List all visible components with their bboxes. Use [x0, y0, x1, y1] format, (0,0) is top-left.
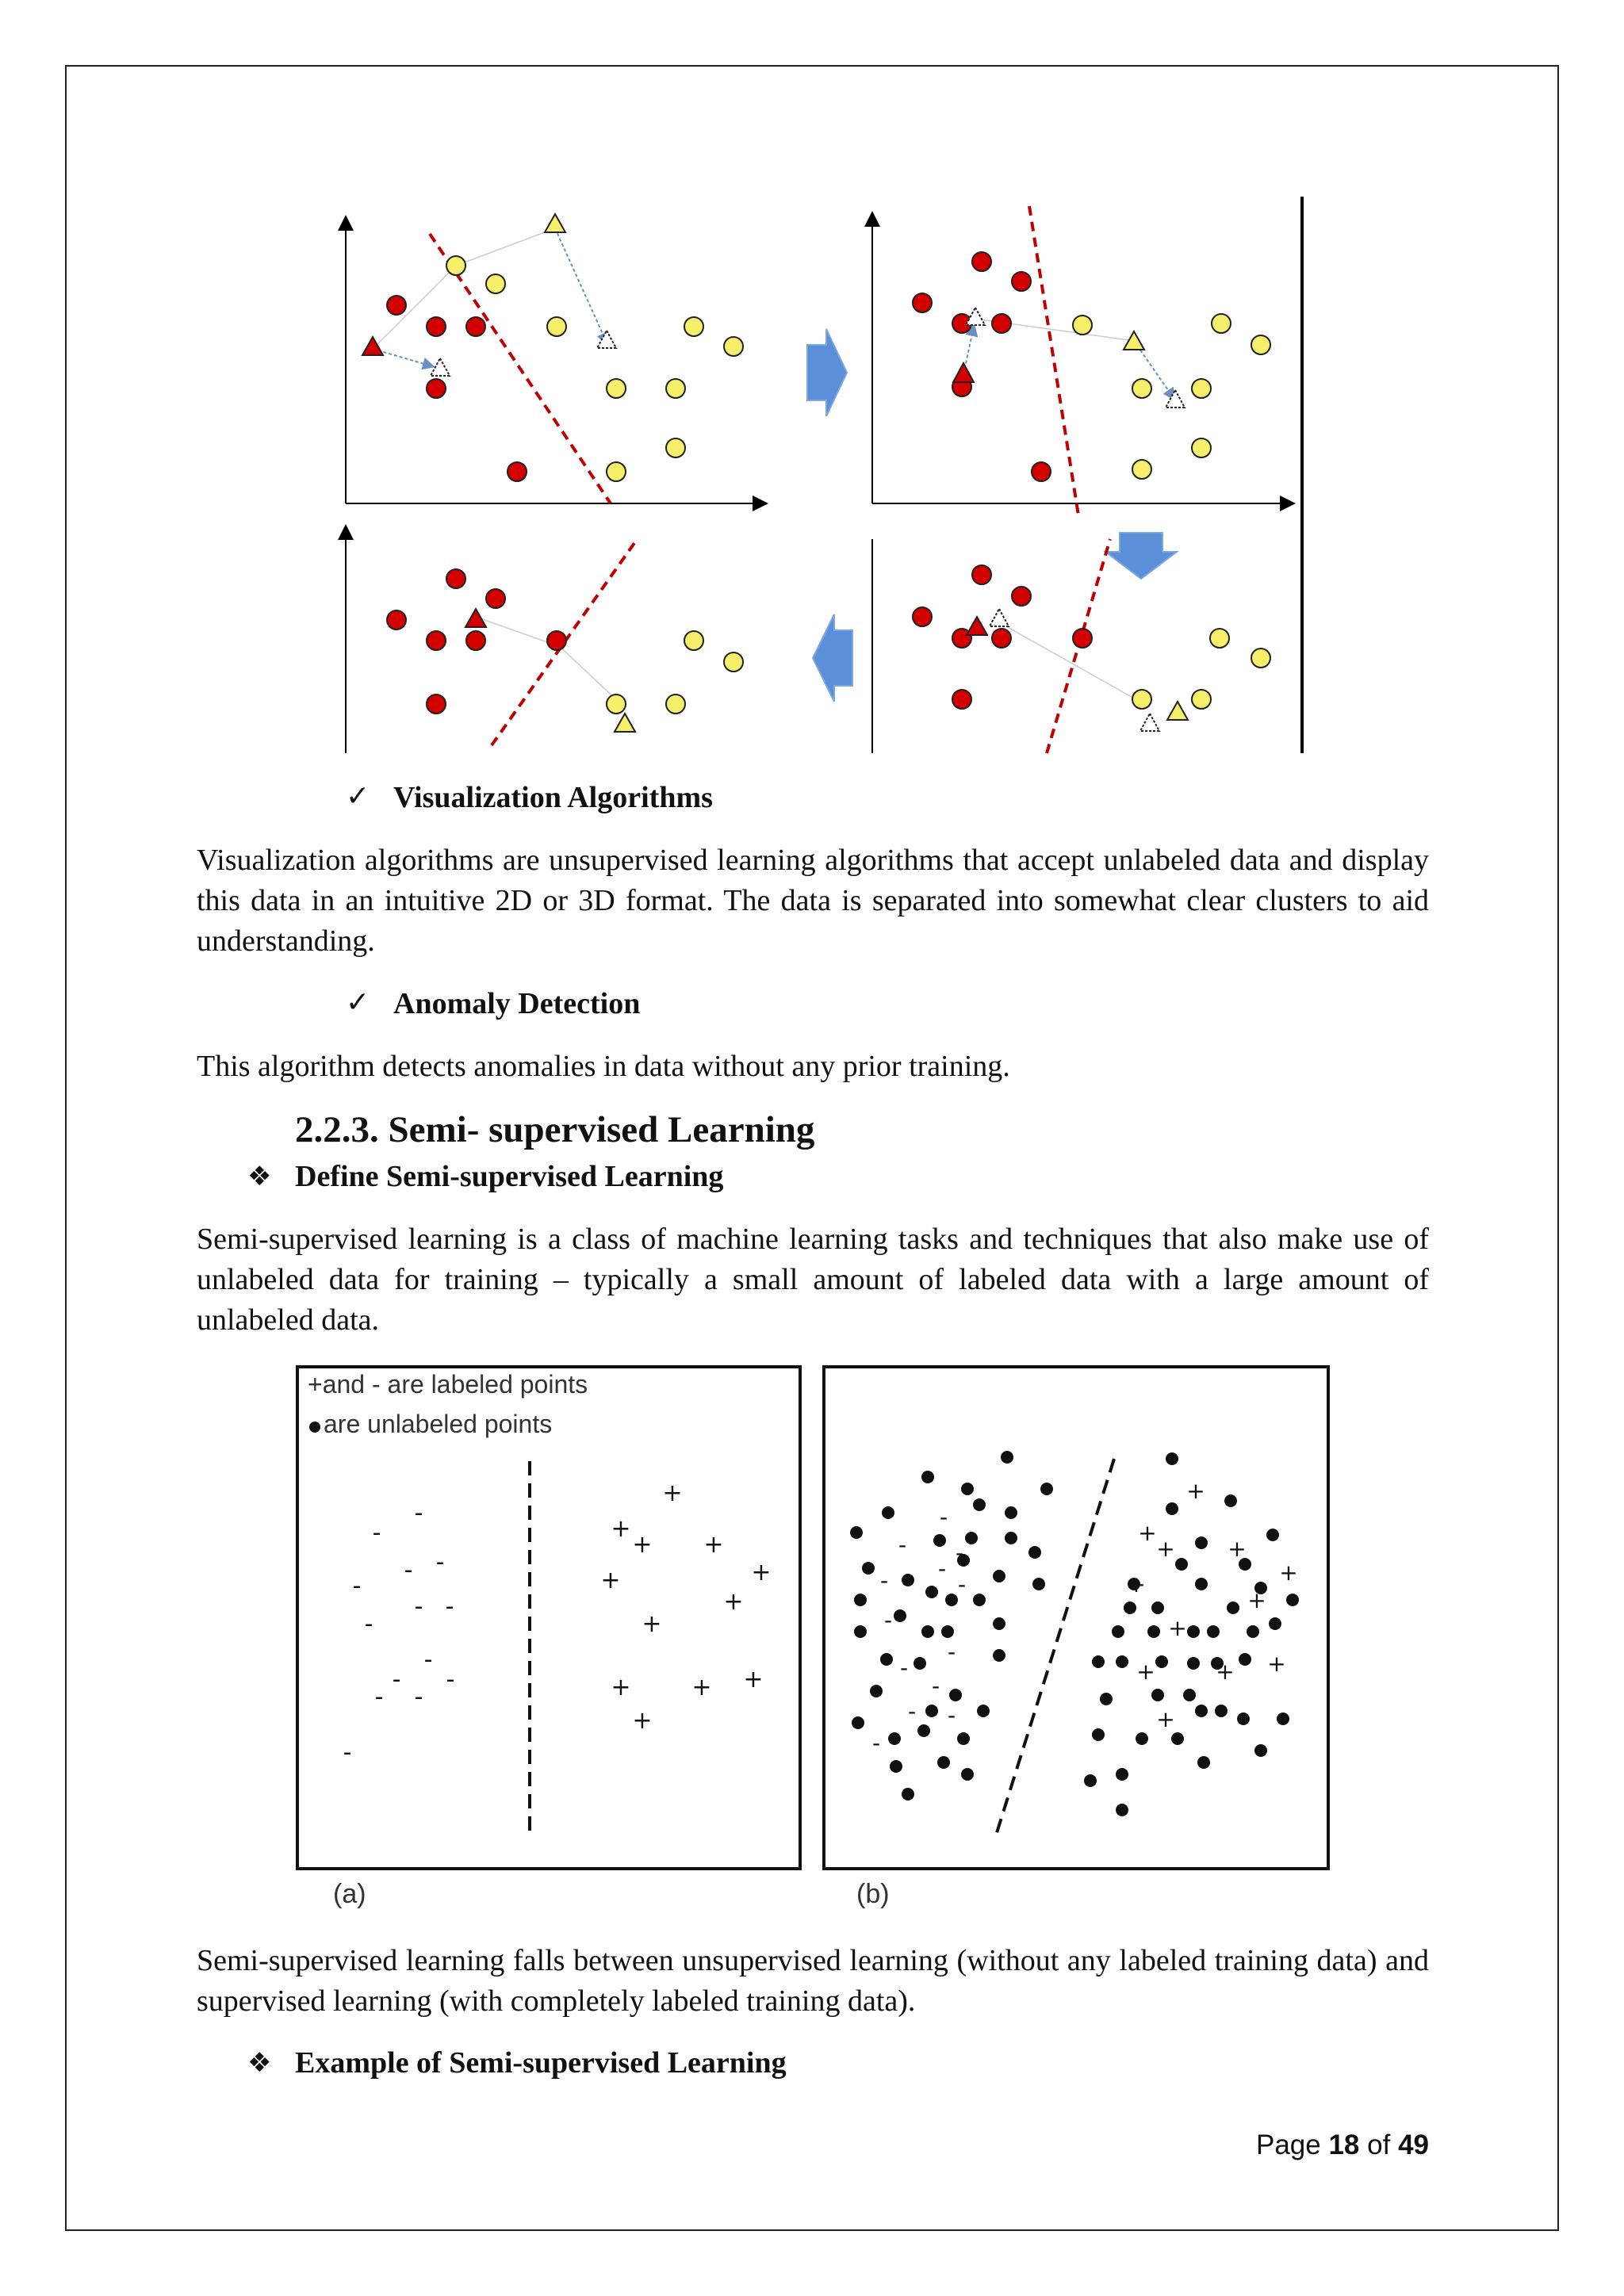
- check-icon: ✓: [346, 780, 370, 813]
- svg-text:-: -: [414, 1683, 423, 1711]
- between-paragraph: Semi-supervised learning falls between unsupervised learning (without any labeled training data) and supervised learning (with completely labeled training data).: [197, 1944, 1429, 2018]
- svg-text:+: +: [691, 1674, 712, 1701]
- caption-b: (b): [856, 1879, 890, 1909]
- page-number: [1256, 2130, 1429, 2161]
- anomaly-paragraph: This algorithm detects anomalies in data without any prior training.: [197, 1050, 1010, 1083]
- svg-text:+: +: [611, 1674, 631, 1701]
- diamond-bullet-icon: ❖: [247, 1161, 272, 1192]
- define-paragraph: Semi-supervised learning is a class of machine learning tasks and techniques that also make use of unlabeled data for training – typically a small amount of labeled data with a large amount of unlabeled data.: [197, 1223, 1429, 1337]
- points-svg: [293, 1362, 1332, 1917]
- example-heading: Example of Semi-supervised Learning: [295, 2046, 787, 2080]
- svg-text:-: -: [445, 1593, 454, 1621]
- svg-text:-: -: [907, 1698, 917, 1724]
- svg-text:+: +: [703, 1531, 724, 1559]
- svg-text:+: +: [611, 1515, 631, 1543]
- visualization-heading: Visualization Algorithms: [393, 781, 713, 814]
- svg-text:+: +: [1156, 1536, 1175, 1562]
- svg-text:-: -: [939, 1504, 948, 1530]
- section-title: Semi- supervised Learning: [388, 1109, 815, 1150]
- svg-text:+: +: [1247, 1587, 1266, 1613]
- svg-text:-: -: [364, 1610, 373, 1638]
- svg-text:-: -: [899, 1655, 909, 1681]
- caption-a: (a): [333, 1879, 366, 1909]
- arrow-right-icon: [807, 329, 847, 416]
- svg-text:+: +: [1156, 1706, 1175, 1732]
- svg-text:-: -: [937, 1556, 947, 1582]
- section-number: 2.2.3.: [295, 1109, 379, 1150]
- page-total: 49: [1398, 2130, 1429, 2160]
- panel-bottom-left: [346, 527, 743, 753]
- svg-text:-: -: [423, 1646, 433, 1674]
- panel-bottom-right: [872, 539, 1270, 753]
- svg-text:-: -: [883, 1607, 893, 1633]
- svg-text:-: -: [372, 1519, 381, 1547]
- svg-text:+: +: [1168, 1615, 1187, 1641]
- svg-text:+: +: [1186, 1478, 1205, 1504]
- legend-labeled: +and - are labeled points: [308, 1370, 588, 1399]
- svg-text:-: -: [931, 1673, 940, 1699]
- svg-text:-: -: [435, 1548, 445, 1576]
- self-training-figure: [333, 190, 1316, 761]
- svg-text:+: +: [1279, 1559, 1298, 1586]
- svg-text:-: -: [898, 1532, 907, 1558]
- visualization-paragraph: Visualization algorithms are unsupervised learning algorithms that accept unlabeled data and display this data in an intuitive 2D or 3D format. The data is separated into somewhat clear clusters to aid understanding.: [197, 844, 1429, 958]
- svg-text:+: +: [743, 1666, 764, 1693]
- svg-text:-: -: [374, 1683, 384, 1711]
- svg-text:-: -: [879, 1567, 889, 1594]
- svg-text:+: +: [1138, 1520, 1157, 1546]
- svg-text:+: +: [1127, 1571, 1146, 1598]
- svg-text:-: -: [343, 1739, 352, 1766]
- panel-top-right: [872, 197, 1302, 753]
- svg-text:+: +: [751, 1559, 772, 1586]
- svg-text:+: +: [642, 1610, 662, 1638]
- svg-text:+: +: [1136, 1659, 1155, 1685]
- section-heading: [295, 1108, 814, 1151]
- svg-text:-: -: [404, 1556, 413, 1584]
- panel-top-left: [346, 214, 765, 503]
- svg-text:-: -: [957, 1571, 967, 1598]
- page-prefix: Page: [1255, 2130, 1321, 2160]
- define-heading: Define Semi-supervised Learning: [295, 1160, 724, 1193]
- svg-text:+: +: [1228, 1536, 1247, 1562]
- page-of: of: [1367, 2130, 1391, 2160]
- svg-text:+: +: [662, 1479, 683, 1507]
- svg-text:+: +: [632, 1531, 653, 1559]
- svg-text:-: -: [414, 1499, 423, 1527]
- anomaly-heading: Anomaly Detection: [393, 987, 641, 1020]
- svg-text:-: -: [955, 1540, 964, 1566]
- arrow-down-icon: [1105, 533, 1177, 579]
- svg-text:+: +: [1267, 1651, 1286, 1677]
- svg-text:+: +: [632, 1707, 653, 1735]
- page-current: 18: [1328, 2130, 1360, 2160]
- labeled-unlabeled-figure: [293, 1362, 1332, 1917]
- svg-text:-: -: [947, 1702, 956, 1728]
- diamond-bullet-icon: ❖: [247, 2047, 272, 2079]
- legend-unlabeled: are unlabeled points: [324, 1410, 553, 1438]
- svg-text:-: -: [352, 1572, 362, 1600]
- svg-text:-: -: [392, 1666, 401, 1693]
- check-icon: ✓: [346, 986, 370, 1019]
- arrow-left-icon: [813, 614, 852, 702]
- svg-text:+: +: [1216, 1659, 1235, 1685]
- svg-text:-: -: [446, 1666, 455, 1693]
- svg-text:-: -: [947, 1639, 956, 1665]
- svg-text:-: -: [414, 1593, 423, 1621]
- svg-text:+: +: [723, 1588, 744, 1616]
- svg-text:+: +: [600, 1567, 621, 1594]
- svg-text:-: -: [871, 1730, 881, 1756]
